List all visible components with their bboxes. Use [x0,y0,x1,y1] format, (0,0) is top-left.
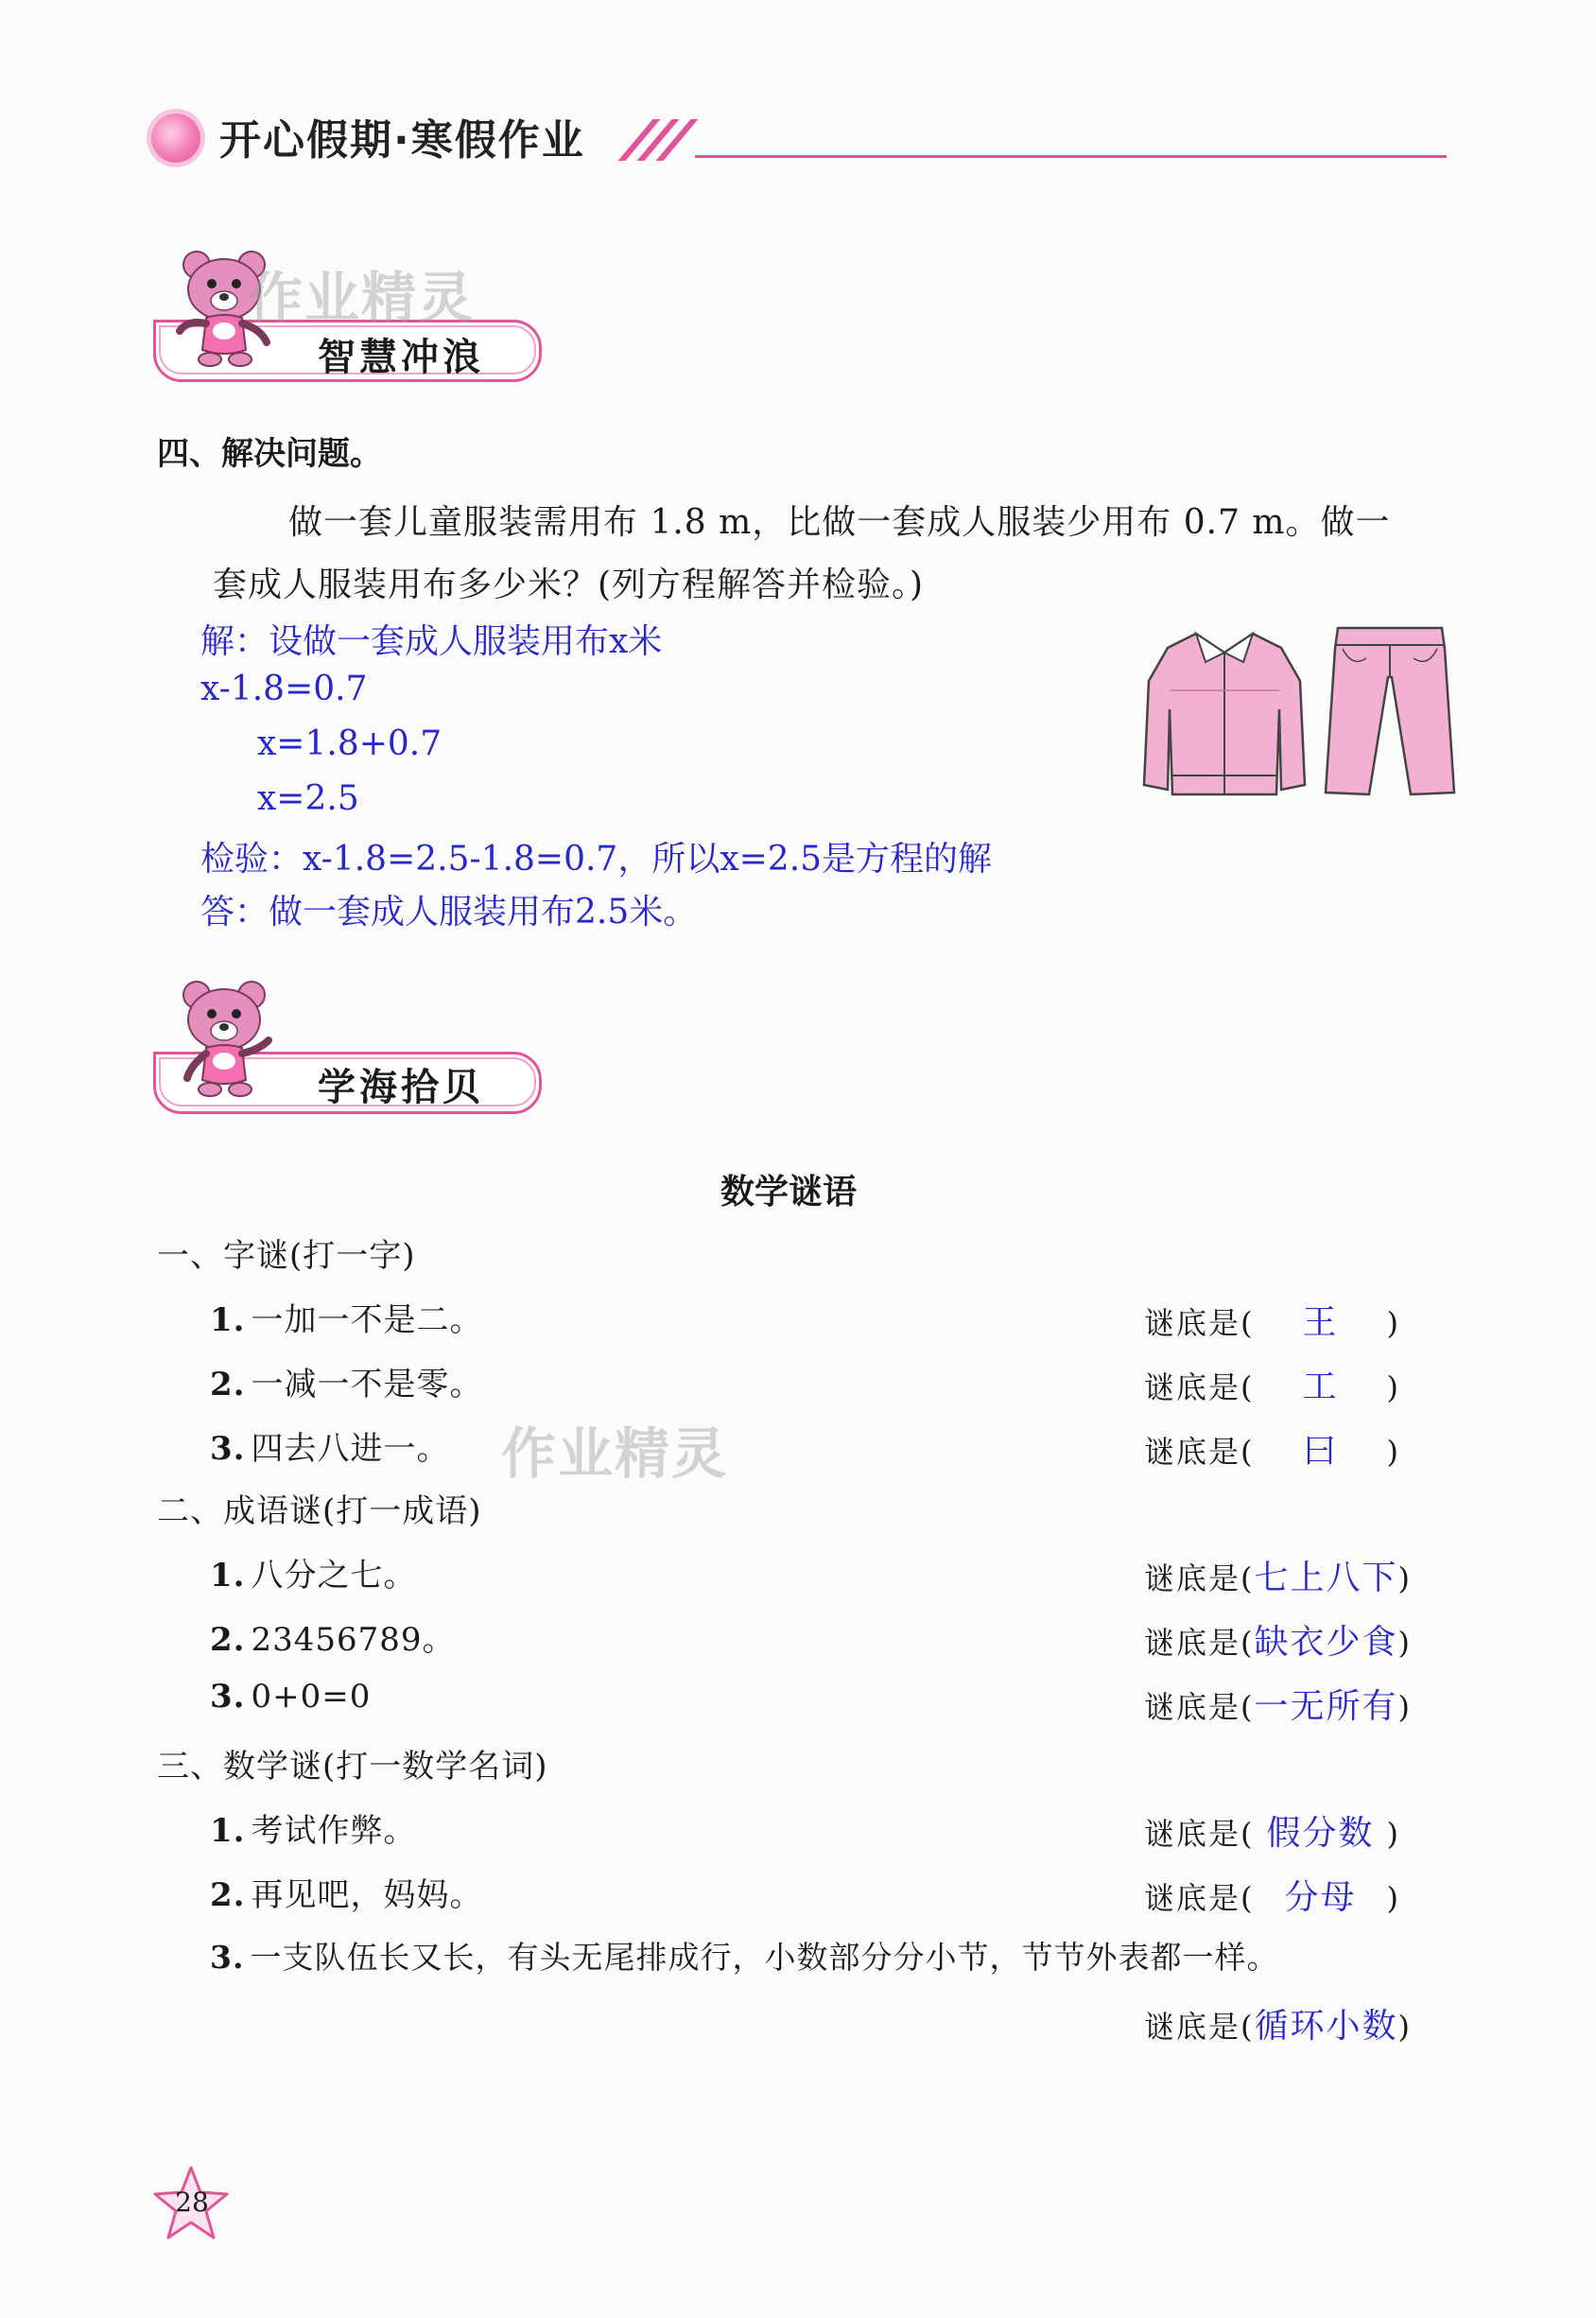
riddle-group-heading: 一、字谜(打一字) [157,1237,416,1275]
bear-mascot-icon [168,974,282,1097]
answer-equation: x-1.8=0.7 [200,670,368,708]
header-rule [695,155,1447,158]
riddle-answer: 谜底是( 假分数 ) [1144,1814,1400,1853]
section-title-learning-sea: 学海拾贝 [318,1066,484,1109]
page-number: 28 [175,2187,209,2218]
riddle-group-heading: 三、数学谜(打一数学名词) [157,1748,548,1786]
riddle-group-heading: 二、成语谜(打一成语) [157,1492,482,1530]
riddle-item: 1. 考试作弊。 [210,1812,417,1850]
riddle-answer: 谜底是(一无所有) [1144,1687,1412,1726]
riddle-item: 1. 八分之七。 [210,1557,417,1595]
riddle-item: 3. 0+0=0 [210,1678,372,1716]
riddle-answer: 谜底是( 分母 ) [1144,1878,1400,1917]
riddle-answer: 谜底是( 工 ) [1144,1368,1400,1406]
watermark: 作业精灵 [248,266,476,330]
riddle-item: 2. 23456789。 [210,1621,456,1659]
pants-icon [1324,620,1456,800]
riddle-item: 1. 一加一不是二。 [210,1301,483,1339]
problem-line-1: 做一套儿童服装需用布 1.8 m，比做一套成人服装少用布 0.7 m。做一 [288,503,1391,542]
riddle-answer: 谜底是(缺衣少食) [1144,1623,1412,1662]
answer-conclusion: 答：做一套成人服装用布2.5米。 [200,893,698,932]
answer-let-statement: 解：设做一套成人服装用布x米 [200,622,663,661]
page-header-title: 开心假期·寒假作业 [219,116,585,165]
riddle-item: 3. 四去八进一。 [210,1430,450,1468]
riddle-answer: 谜底是( 王 ) [1144,1303,1400,1342]
riddles-title: 数学谜语 [720,1173,858,1211]
section-title-wisdom-surf: 智慧冲浪 [318,336,484,379]
answer-step: x=1.8+0.7 [257,724,442,763]
header-slash-decoration [656,119,699,161]
riddle-answer: 谜底是(七上八下) [1144,1559,1412,1597]
watermark: 作业精灵 [501,1421,729,1486]
riddle-answer: 谜底是( 曰 ) [1144,1432,1400,1471]
riddle-item: 3. 一支队伍长又长，有头无尾排成行，小数部分分小节，节节外表都一样。 [210,1939,1279,1976]
answer-result: x=2.5 [257,779,359,818]
answer-check: 检验：x-1.8=2.5-1.8=0.7，所以x=2.5是方程的解 [200,840,993,879]
riddle-item: 2. 一减一不是零。 [210,1366,483,1403]
riddle-item: 2. 再见吧，妈妈。 [210,1876,483,1914]
jacket-icon [1139,624,1310,804]
riddle-answer: 谜底是(循环小数) [1144,2007,1412,2046]
header-circle-icon [151,113,200,163]
problem-heading: 四、解决问题。 [157,435,382,473]
problem-line-2: 套成人服装用布多少米？(列方程解答并检验。) [213,566,925,604]
